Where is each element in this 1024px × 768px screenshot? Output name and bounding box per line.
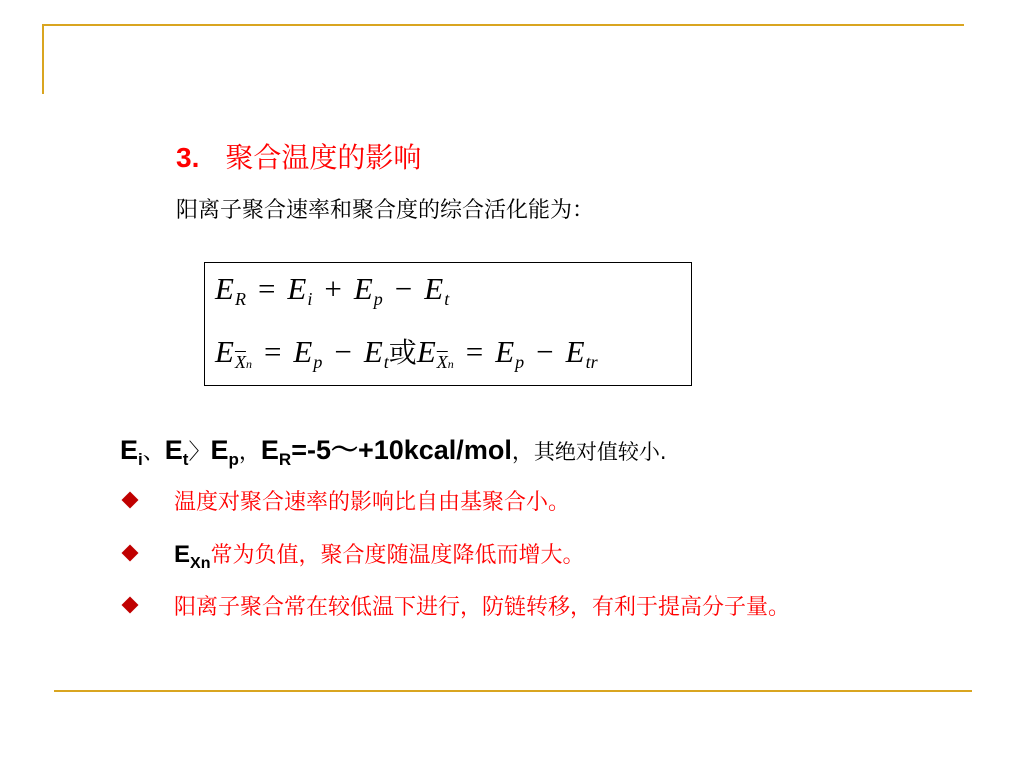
bullet-item-rate-effect: 温度对聚合速率的影响比自由基聚合小。 (120, 485, 570, 516)
section-heading (176, 136, 421, 176)
diamond-bullet-icon (122, 545, 139, 562)
equation-box (204, 262, 692, 386)
activation-energy-summary: $E_i$、$E_t$〉$E_p$，$E_R=-5\sim+10kcal$/mol，其绝对值较小. (120, 435, 667, 469)
bottom-divider (54, 690, 972, 692)
section-number: 3. (176, 142, 200, 173)
intro-text: 阳离子聚合速率和聚合度的综合活化能为： (176, 198, 595, 223)
diamond-bullet-icon (122, 492, 139, 509)
equation-activation-energy-rate: $E_R = E_i + E_p - E_t$ (215, 271, 450, 309)
equation-activation-energy-degree: $E_{\overline{X}n} = E_p - E_t$或$E_{\overline{X}n} = E_p - E_{tr}$ (215, 334, 598, 372)
section-title: 聚合温度的影响 (225, 141, 422, 174)
bullet-item-low-temperature: 阳离子聚合常在较低温下进行，防链转移，有利于提高分子量。 (120, 590, 790, 621)
top-divider (42, 24, 964, 26)
left-divider (42, 24, 44, 94)
diamond-bullet-icon (122, 597, 139, 614)
bullet-item-degree-effect: $E_{Xn}$常为负值，聚合度随温度降低而增大。 (120, 538, 584, 573)
